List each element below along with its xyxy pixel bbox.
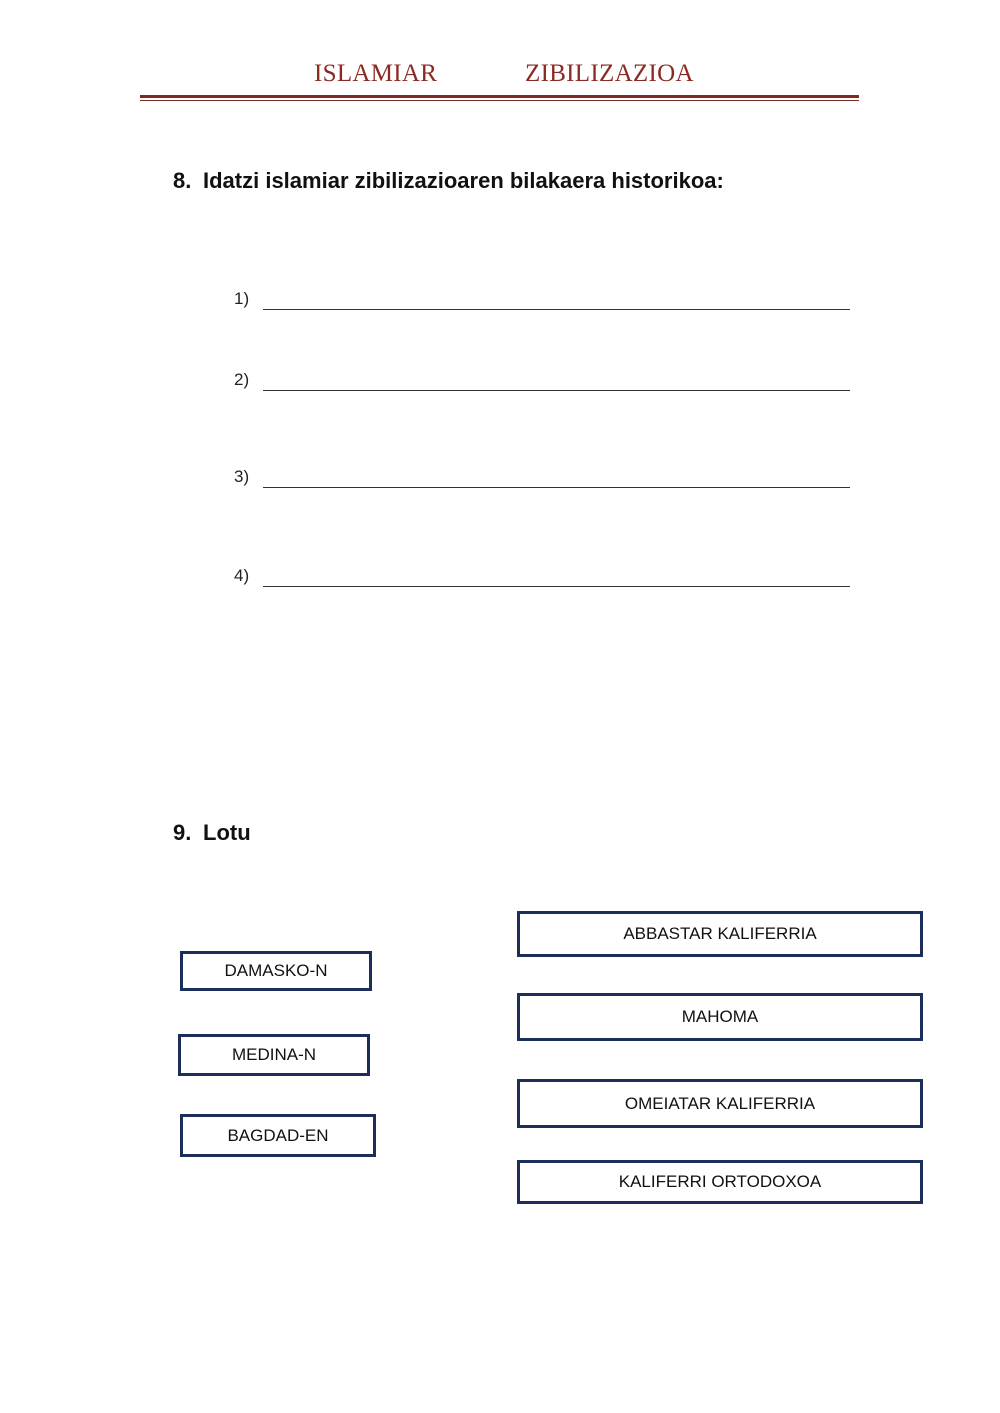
question-9-number: 9. [173, 820, 192, 845]
answer-label-1: 1) [234, 289, 250, 308]
question-8-title [173, 168, 724, 194]
match-right-mahoma[interactable]: MAHOMA [517, 993, 923, 1041]
answer-line-4[interactable] [263, 586, 850, 587]
match-right-ortodoxoa[interactable]: KALIFERRI ORTODOXOA [517, 1160, 923, 1204]
header-rule-thin [140, 100, 859, 101]
header-word-islamiar: ISLAMIAR [314, 60, 438, 87]
answer-line-1[interactable] [263, 309, 850, 310]
answer-row-3 [234, 467, 850, 491]
question-9-text: Lotu [203, 820, 251, 845]
header-rule [140, 95, 859, 98]
answer-label-2: 2) [234, 370, 250, 389]
answer-row-2 [234, 370, 850, 394]
match-left-bagdad[interactable]: BAGDAD-EN [180, 1114, 376, 1157]
answer-row-1 [234, 289, 850, 313]
answer-label-4: 4) [234, 566, 250, 585]
question-8-number: 8. [173, 168, 192, 193]
question-9-title [173, 820, 251, 846]
header-word-zibilizazioa: ZIBILIZAZIOA [525, 60, 694, 87]
answer-row-4 [234, 566, 850, 590]
question-8-text: Idatzi islamiar zibilizazioaren bilakaera historikoa: [203, 168, 724, 193]
match-right-abbastar[interactable]: ABBASTAR KALIFERRIA [517, 911, 923, 957]
match-right-omeiatar[interactable]: OMEIATAR KALIFERRIA [517, 1079, 923, 1128]
match-left-medina[interactable]: MEDINA-N [178, 1034, 370, 1076]
match-left-damasko[interactable]: DAMASKO-N [180, 951, 372, 991]
answer-label-3: 3) [234, 467, 250, 486]
answer-line-2[interactable] [263, 390, 850, 391]
answer-line-3[interactable] [263, 487, 850, 488]
